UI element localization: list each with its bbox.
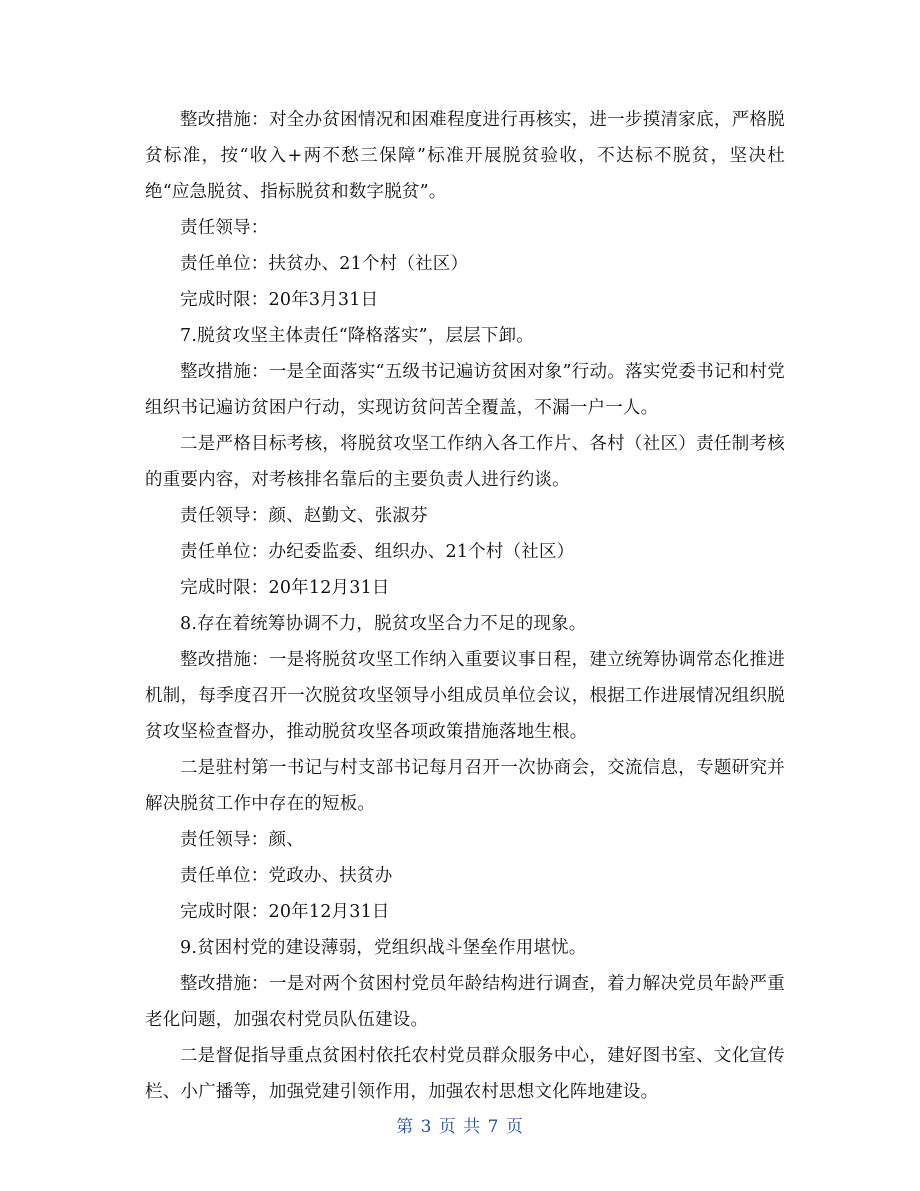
paragraph-responsible-unit-7: 责任单位：办纪委监委、组织办、21个村（社区） — [180, 542, 575, 562]
paragraph-measures-7b: 二是严格目标考核，将脱贫攻坚工作纳入各工作片、各村（社区）责任制考核的重要内容，对考核排名靠后的主要负责人进行约谈。 — [145, 434, 785, 490]
paragraph-deadline: 完成时限：20年3月31日 — [180, 290, 379, 310]
paragraph-responsible-leader-8: 责任领导：颜、 — [180, 830, 304, 850]
paragraph-measures-7a: 整改措施：一是全面落实“五级书记遍访贫困对象”行动。落实党委书记和村党组织书记遍访贫困户行动，实现访贫问苦全覆盖，不漏一户一人。 — [145, 362, 785, 418]
paragraph-responsible-leader-7: 责任领导：颜、赵勤文、张淑芬 — [180, 506, 428, 526]
paragraph-measures-9a: 整改措施：一是对两个贫困村党员年龄结构进行调查，着力解决党员年龄严重老化问题，加强农村党员队伍建设。 — [145, 974, 785, 1030]
paragraph-measures-8b: 二是驻村第一书记与村支部书记每月召开一次协商会，交流信息，专题研究并解决脱贫工作中存在的短板。 — [145, 758, 785, 814]
paragraph-responsible-leader: 责任领导： — [180, 218, 269, 238]
paragraph-measures-verify: 整改措施：对全办贫困情况和困难程度进行再核实，进一步摸清家底，严格脱贫标准，按“收入+两不愁三保障”标准开展脱贫验收，不达标不脱贫，坚决杜绝“应急脱贫、指标脱贫和数字脱贫”。 — [145, 110, 785, 202]
paragraph-responsible-unit: 责任单位：扶贫办、21个村（社区） — [180, 254, 469, 274]
document-body — [145, 102, 785, 1110]
paragraph-measures-8a: 整改措施：一是将脱贫攻坚工作纳入重要议事日程，建立统筹协调常态化推进机制，每季度召开一次脱贫攻坚领导小组成员单位会议，根据工作进展情况组织脱贫攻坚检查督办，推动脱贫攻坚各项政策措施落地生根。 — [145, 650, 785, 742]
paragraph-issue-8: 8.存在着统筹协调不力，脱贫攻坚合力不足的现象。 — [180, 614, 587, 634]
paragraph-deadline-7: 完成时限：20年12月31日 — [180, 578, 390, 598]
paragraph-responsible-unit-8: 责任单位：党政办、扶贫办 — [180, 866, 393, 886]
paragraph-measures-9b: 二是督促指导重点贫困村依托农村党员群众服务中心，建好图书室、文化宣传栏、小广播等，加强党建引领作用，加强农村思想文化阵地建设。 — [145, 1046, 785, 1102]
paragraph-deadline-8: 完成时限：20年12月31日 — [180, 902, 390, 922]
paragraph-issue-9: 9.贫困村党的建设薄弱，党组织战斗堡垒作用堪忧。 — [180, 938, 587, 958]
paragraph-issue-7: 7.脱贫攻坚主体责任“降格落实”，层层下卸。 — [180, 326, 534, 346]
page-number-footer: 第 3 页 共 7 页 — [396, 1117, 524, 1137]
